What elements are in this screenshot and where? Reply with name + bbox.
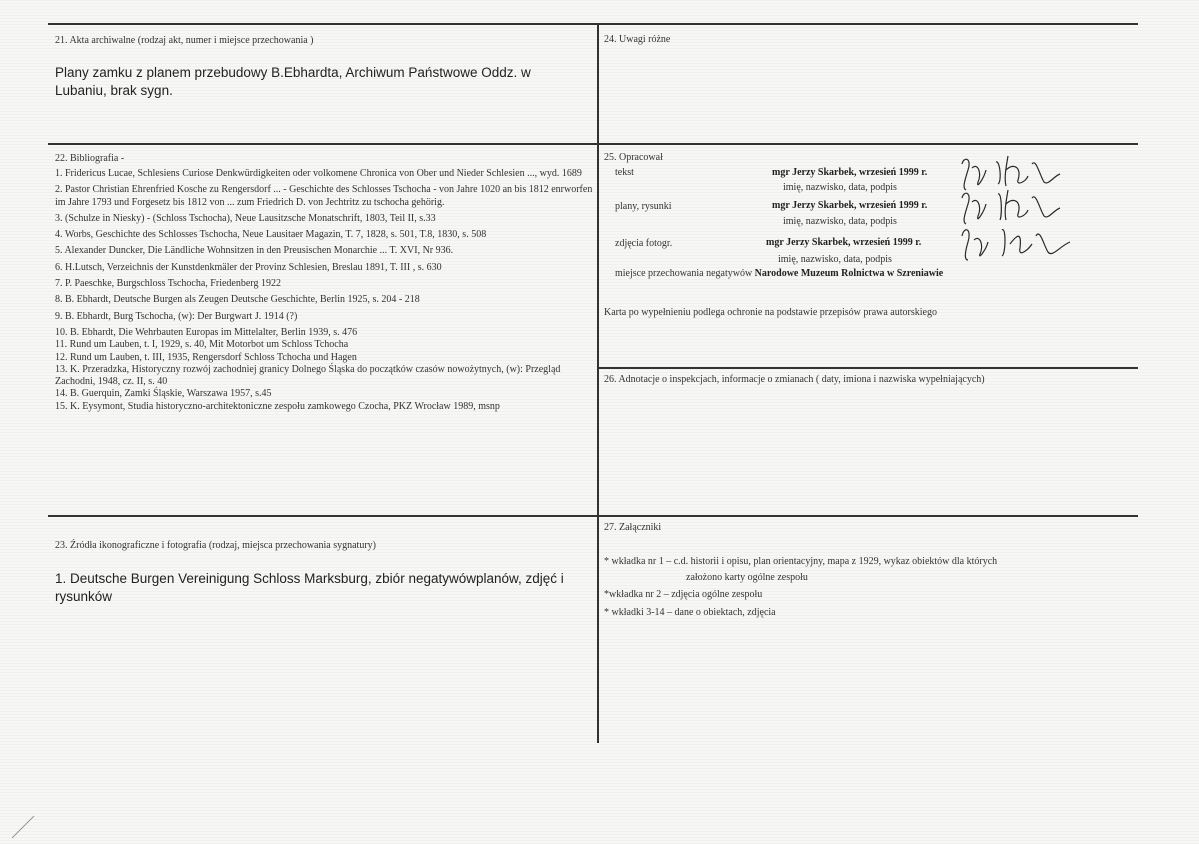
zdjecia-label: zdjęcia fotogr. <box>615 238 673 249</box>
storage-label: miejsce przechowania negatywów <box>615 268 753 279</box>
section-23-text: 1. Deutsche Burgen Vereinigung Schloss Marksburg, zbiór negatywówplanów, zdjęć i rysunków <box>55 571 564 604</box>
bibliography-item: 5. Alexander Duncker, Die Ländliche Wohnsitzen in den Preusischen Monarchie ... T. XVI, Nr 936. <box>55 245 454 257</box>
storage-line <box>615 268 943 279</box>
plany-sub: imię, nazwisko, data, podpis <box>783 216 897 227</box>
bibliography-item: 13. K. Przeradzka, Historyczny rozwój zachodniej granicy Dolnego Śląska do początków czasów nowożytnych, (w): Przegląd Zachodni, 1948, cz. II, s. 40 <box>55 363 561 388</box>
bibliography-item: 15. K. Eysymont, Studia historyczno-architektoniczne zespołu zamkowego Czocha, PKZ Wrocław 1989, msnp <box>55 400 500 412</box>
bibliography-item: 1. Fridericus Lucae, Schlesiens Curiose Denkwürdigkeiten oder volkomene Chronica von Ober und Nieder Schlesien ..., wyd. 1689 <box>55 168 582 179</box>
plany-label: plany, rysunki <box>615 201 672 212</box>
bibliography-item: 11. Rund um Lauben, t. I, 1929, s. 40, Mit Motorbot um Schloss Tchocha <box>55 339 349 351</box>
section-21-text: Plany zamku z planem przebudowy B.Ebhardta, Archiwum Państwowe Oddz. w Lubaniu, brak sygn. <box>55 65 531 98</box>
section-22-label: 22. Bibliografia - <box>55 153 125 164</box>
top-divider <box>48 23 1138 25</box>
tekst-label: tekst <box>615 167 634 178</box>
zdjecia-sub: imię, nazwisko, data, podpis <box>778 254 892 265</box>
attachment-item-3: * wkładki 3-14 – dane o obiektach, zdjęcia <box>604 607 776 618</box>
divider-25-26 <box>598 367 1138 369</box>
bibliography-item: 6. H.Lutsch, Verzeichnis der Kunstdenkmäler der Provinz Schlesien, Breslau 1891, T. III , s. 630 <box>55 261 442 273</box>
tekst-sub: imię, nazwisko, data, podpis <box>783 182 897 193</box>
storage-value: Narodowe Muzeum Rolnictwa w Szreniawie <box>754 268 944 279</box>
section-21-label: 21. Akta archiwalne (rodzaj akt, numer i miejsce przechowania ) <box>55 35 314 46</box>
bibliography-item: 12. Rund um Lauben, t. III, 1935, Rengersdorf Schloss Tchocha und Hagen <box>55 351 357 363</box>
attachment-item-2: *wkładka nr 2 – zdjęcia ogólne zespołu <box>604 589 763 600</box>
tekst-author: mgr Jerzy Skarbek, wrzesień 1999 r. <box>772 167 928 178</box>
attachment-item-1: * wkładka nr 1 – c.d. historii i opisu, plan orientacyjny, mapa z 1929, wykaz obiektów dla których <box>604 556 998 567</box>
section-26-label: 26. Adnotacje o inspekcjach, informacje o zmianach ( daty, imiona i nazwiska wypełniających) <box>604 374 985 385</box>
attachment-item-1-cont: założono karty ogólne zespołu <box>686 572 808 583</box>
section-25-label: 25. Opracował <box>604 152 663 163</box>
signature-zdjecia <box>956 222 1076 264</box>
bibliography-item: 9. B. Ebhardt, Burg Tschocha, (w): Der Burgwart J. 1914 (?) <box>55 310 298 322</box>
zdjecia-author: mgr Jerzy Skarbek, wrzesień 1999 r. <box>766 237 922 248</box>
bibliography-item: 2. Pastor Christian Ehrenfried Kosche zu Rengersdorf ... - Geschichte des Schlosses Tschocha - von Jahre 1020 an bis 1812 enrworfen im Jahre 1793 und Forgesetz bis 1812 von ... zum Friedrich D. von Jechtritz zu tschocha gehörig. <box>55 184 593 208</box>
section-23-label: 23. Źródła ikonograficzne i fotografia (rodzaj, miejsca przechowania sygnatury) <box>55 540 376 551</box>
bibliography-item: 4. Worbs, Geschichte des Schlosses Tschocha, Neue Lausitaer Magazin, T. 7, 1828, s. 501, T.8, 1830, s. 508 <box>55 229 487 241</box>
bibliography-list <box>55 168 600 413</box>
bibliography-item: 7. P. Paeschke, Burgschloss Tschocha, Friedenberg 1922 <box>55 278 281 290</box>
plany-author: mgr Jerzy Skarbek, wrzesień 1999 r. <box>772 200 928 211</box>
copyright-note: Karta po wypełnieniu podlega ochronie na podstawie przepisów prawa autorskiego <box>604 307 937 318</box>
corner-mark <box>10 812 40 840</box>
section-27-label: 27. Załączniki <box>604 522 662 533</box>
bibliography-item: 14. B. Guerquin, Zamki Śląskie, Warszawa 1957, s.45 <box>55 388 272 400</box>
divider-22-23 <box>48 515 1138 517</box>
section-24-label: 24. Uwagi różne <box>604 34 671 45</box>
bibliography-item: 10. B. Ebhardt, Die Wehrbauten Europas im Mittelalter, Berlin 1939, s. 476 <box>55 326 358 338</box>
bibliography-item: 8. B. Ebhardt, Deutsche Burgen als Zeugen Deutsche Geschichte, Berlin 1925, s. 204 - 218 <box>55 294 420 306</box>
bibliography-item: 3. (Schulze in Niesky) - (Schloss Tschocha), Neue Lausitzsche Monatschrift, 1803, Teil II, s.33 <box>55 212 436 224</box>
divider-21-22 <box>48 143 1138 145</box>
